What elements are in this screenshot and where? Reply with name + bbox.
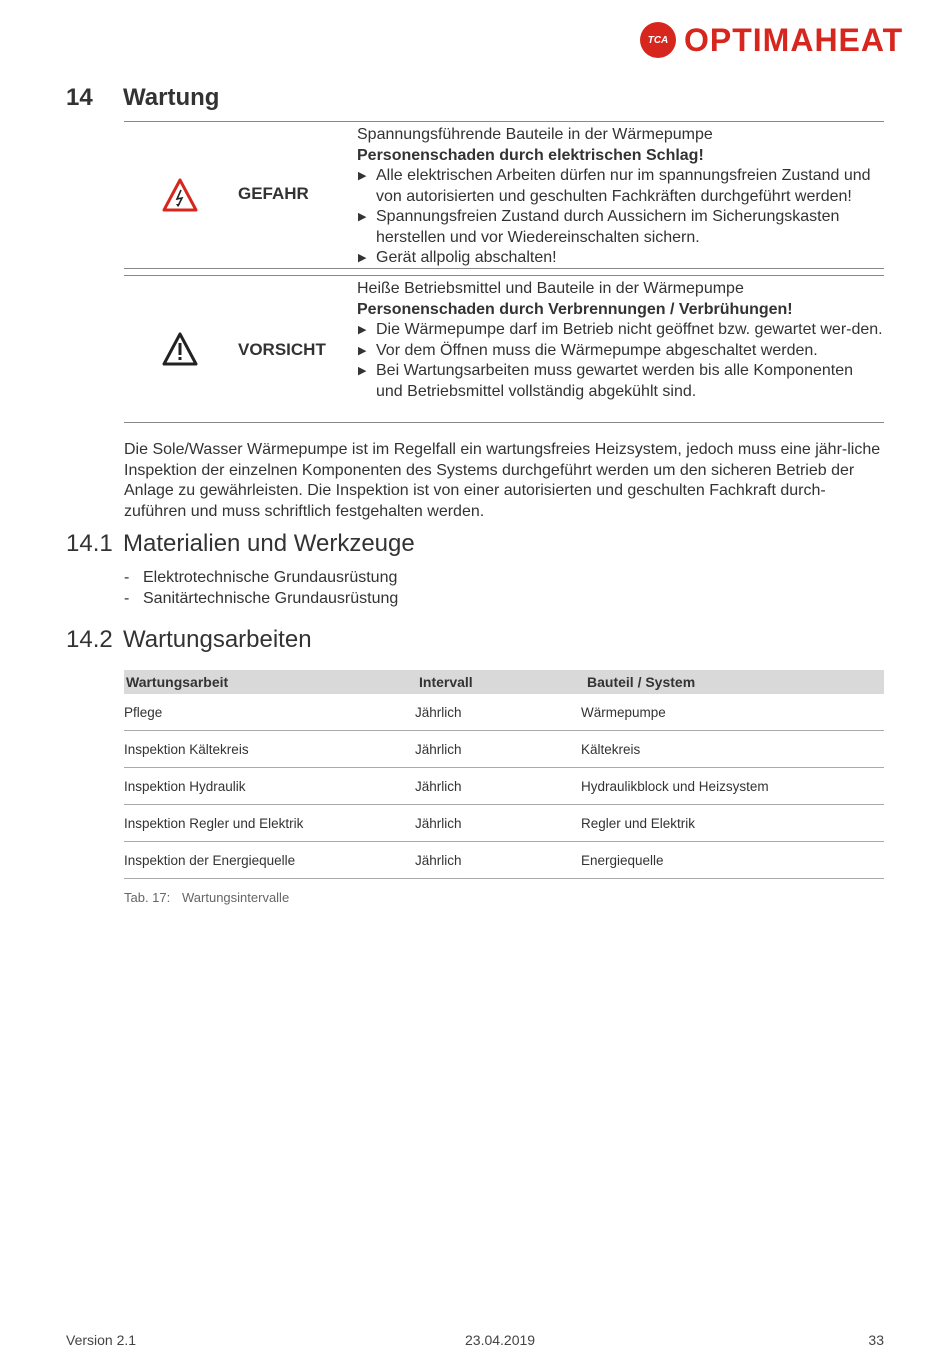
list-item: ▶ Alle elektrischen Arbeiten dürfen nur im spannungsfreien Zustand und von autorisierten und geschulten Fachkräften durchgeführt werden! xyxy=(358,167,871,205)
section-title: Wartung xyxy=(123,84,220,111)
column-header: Bauteil / System xyxy=(587,674,696,690)
section-number: 14 xyxy=(66,84,93,111)
caption-text: Wartungsintervalle xyxy=(182,890,290,905)
materials-list xyxy=(124,568,398,609)
table-cell: Inspektion Regler und Elektrik xyxy=(124,815,304,831)
table-row xyxy=(124,694,884,731)
table-row xyxy=(124,805,884,842)
table-cell: Jährlich xyxy=(415,852,462,868)
list-item: - Elektrotechnische Grundausrüstung xyxy=(124,569,398,586)
table-cell: Regler und Elektrik xyxy=(581,815,696,831)
list-item: ▶ Bei Wartungsarbeiten muss gewartet werden bis alle Komponenten und Betriebsmittel vollständig abgekühlt sind. xyxy=(358,362,853,400)
table-cell: Inspektion Hydraulik xyxy=(124,778,246,794)
list-item: - Sanitärtechnische Grundausrüstung xyxy=(124,589,399,607)
table-cell: Wärmepumpe xyxy=(581,704,666,720)
triangle-bullet-icon: ▶ xyxy=(358,344,367,357)
table-cell: Energiequelle xyxy=(581,852,664,868)
warning-text xyxy=(357,125,884,269)
warning-consequence: Personenschaden durch elektrischen Schlag! xyxy=(357,146,704,164)
brand-logo xyxy=(640,20,950,60)
warning-danger xyxy=(124,121,884,269)
table-row xyxy=(124,768,884,805)
column-header: Intervall xyxy=(419,674,473,690)
subsection-heading-materials xyxy=(66,530,415,558)
maintenance-table xyxy=(124,670,884,879)
intro-paragraph: Die Sole/Wasser Wärmepumpe ist im Regelfall ein wartungsfreies Heizsystem, jedoch muss eine jähr-liche Inspektion der einzelnen Komponenten des Systems durchgeführt werden um den sicheren Betrieb der Anlage zu gewährleisten. Die Inspektion ist von einer autorisierten und geschulten Fachkraft durch-zuführen und muss schriftlich festgehalten werden. xyxy=(124,441,881,520)
subsection-number: 14.1 xyxy=(66,530,113,557)
subsection-title: Wartungsarbeiten xyxy=(123,626,312,653)
table-cell: Pflege xyxy=(124,704,163,720)
warning-label: VORSICHT xyxy=(238,340,326,359)
logo-badge: TCA xyxy=(640,22,676,58)
warning-source: Heiße Betriebsmittel und Bauteile in der Wärmepumpe xyxy=(357,280,744,297)
table-cell: Inspektion der Energiequelle xyxy=(124,852,296,868)
warning-measures xyxy=(357,166,884,269)
date-label: 23.04.2019 xyxy=(465,1332,536,1348)
warning-text xyxy=(357,279,884,402)
triangle-bullet-icon: ▶ xyxy=(358,252,367,264)
warning-source: Spannungsführende Bauteile in der Wärmepumpe xyxy=(357,126,713,143)
table-row xyxy=(124,842,884,879)
page-number: 33 xyxy=(868,1332,884,1348)
subsection-heading-maintenance xyxy=(66,626,312,654)
warning-label: GEFAHR xyxy=(238,184,309,203)
table-cell: Jährlich xyxy=(415,741,462,757)
list-item: ▶ Die Wärmepumpe darf im Betrieb nicht geöffnet bzw. gewartet wer-den. xyxy=(357,320,884,341)
column-header: Wartungsarbeit xyxy=(126,674,229,690)
caption-number: Tab. 17: xyxy=(124,890,171,905)
table-cell: Jährlich xyxy=(415,815,462,831)
list-item: ▶ Spannungsfreien Zustand durch Aussichern im Sicherungskasten herstellen und vor Wiedereinschalten sichern. xyxy=(358,208,840,246)
subsection-number: 14.2 xyxy=(66,626,113,653)
triangle-bullet-icon: ▶ xyxy=(358,211,367,223)
table-caption xyxy=(124,890,289,905)
table-row xyxy=(124,731,884,768)
caution-icon xyxy=(162,332,198,366)
logo-text: OPTIMAHEAT xyxy=(684,21,904,58)
electric-hazard-icon xyxy=(162,178,198,212)
subsection-title: Materialien und Werkzeuge xyxy=(123,530,415,557)
table-header xyxy=(124,670,884,694)
list-item: ▶ Gerät allpolig abschalten! xyxy=(357,248,884,269)
triangle-bullet-icon: ▶ xyxy=(358,170,367,182)
list-item: ▶ Vor dem Öffnen muss die Wärmepumpe abgeschaltet werden. xyxy=(357,341,884,362)
version-label: Version 2.1 xyxy=(66,1332,137,1348)
table-cell: Inspektion Kältekreis xyxy=(124,741,249,757)
table-cell: Jährlich xyxy=(415,704,462,720)
warning-consequence: Personenschaden durch Verbrennungen / Verbrühungen! xyxy=(357,300,793,318)
section-heading xyxy=(66,84,219,112)
triangle-bullet-icon: ▶ xyxy=(358,324,367,336)
triangle-bullet-icon: ▶ xyxy=(358,365,367,377)
table-cell: Jährlich xyxy=(415,778,462,794)
warning-caution xyxy=(124,275,884,423)
warning-measures xyxy=(357,320,884,402)
table-cell: Hydraulikblock und Heizsystem xyxy=(581,778,769,794)
table-cell: Kältekreis xyxy=(581,741,641,757)
